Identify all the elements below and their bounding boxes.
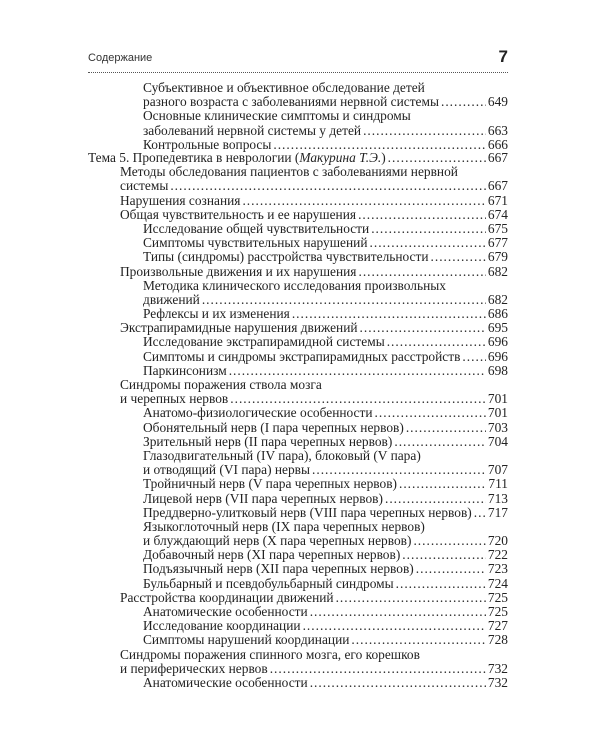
toc-entry-line [143, 676, 508, 690]
toc-entry[interactable] [0, 250, 600, 264]
toc-topic-5 [0, 151, 600, 690]
toc-page-number: 707 [487, 462, 508, 478]
dot-leader [202, 293, 486, 307]
toc-entry-title: Синдромы поражения ствола мозга [120, 377, 322, 392]
toc-page-number: 649 [487, 94, 508, 110]
toc-entry[interactable] [0, 321, 600, 335]
toc-page-number: 711 [488, 476, 508, 492]
toc-entry-title: Бульбарный и псевдобульбарный синдромы [143, 575, 394, 591]
toc-entry-title: Языкоглоточный нерв (IX пара черепных нервов) [143, 518, 425, 534]
toc-entry[interactable] [0, 350, 600, 364]
dot-leader [394, 435, 486, 449]
toc-entry-title: разного возраста с заболеваниями нервной системы [143, 94, 439, 110]
toc-page-number: 701 [487, 405, 508, 421]
toc-entry-line [120, 265, 508, 279]
toc-entry-line [143, 293, 508, 307]
toc-page-number: 675 [487, 220, 508, 236]
dot-leader [229, 364, 486, 378]
toc-entry[interactable] [0, 648, 600, 676]
dot-leader [388, 151, 486, 165]
toc-entry-title: и отводящий (VI пара) нервы [143, 462, 311, 478]
toc-entry-line [143, 250, 508, 264]
toc-entry[interactable] [0, 307, 600, 321]
toc-entry-line-wrapped [143, 81, 508, 95]
dot-leader [441, 95, 486, 109]
toc-entry[interactable] [0, 335, 600, 349]
dot-leader [310, 605, 486, 619]
toc-page-number: 728 [487, 632, 508, 648]
dot-leader [474, 506, 486, 520]
toc-entry-title: Подъязычный нерв (XII пара черепных нервов) [143, 561, 414, 577]
toc-page-number: 701 [487, 391, 508, 407]
toc-entry[interactable] [0, 633, 600, 647]
toc-entry-line [143, 477, 508, 491]
toc-entry-title: Типы (синдромы) расстройства чувствительности [143, 249, 429, 265]
dot-leader [363, 124, 486, 138]
toc-page-number: 682 [487, 291, 508, 307]
toc-entry-title: и блуждающий нерв (X пара черепных нервов) [143, 533, 412, 549]
toc-entry[interactable] [0, 492, 600, 506]
toc-entry-title: системы [120, 178, 169, 194]
dot-leader [462, 350, 485, 364]
toc-entry-line [143, 335, 508, 349]
toc-entry-title: Глазодвигательный (IV пара), блоковый (V пара) [143, 447, 421, 463]
toc-entry-line [143, 633, 508, 647]
toc-topic-heading[interactable] [88, 151, 508, 165]
toc-entry-line [143, 435, 508, 449]
toc-entry-line [143, 605, 508, 619]
toc-entry[interactable] [0, 577, 600, 591]
toc-page-number: 666 [487, 136, 508, 152]
toc-entry-title: Обонятельный нерв (I пара черепных нервов) [143, 419, 404, 435]
toc-entry-title: Исследование экстрапирамидной системы [143, 334, 385, 350]
toc-entry-title: Анатомические особенности [143, 674, 308, 690]
dot-leader [170, 179, 486, 193]
toc-entry-line [143, 222, 508, 236]
toc-page-number: 720 [487, 533, 508, 549]
page-number: 7 [498, 47, 508, 66]
dot-leader [310, 676, 486, 690]
toc-entry[interactable] [0, 81, 600, 109]
dot-leader [230, 392, 486, 406]
toc-entry-title: Контрольные вопросы [143, 136, 272, 152]
toc-entry-line [120, 662, 508, 676]
toc-entry-line-wrapped [143, 109, 508, 123]
toc-page-number: 717 [487, 504, 508, 520]
toc-page-number: 682 [487, 263, 508, 279]
dot-leader [371, 222, 486, 236]
dot-leader [312, 463, 486, 477]
dot-leader [336, 591, 486, 605]
toc-entry-title: Симптомы чувствительных нарушений [143, 235, 368, 251]
toc-entry[interactable] [0, 265, 600, 279]
toc-entry-line [143, 577, 508, 591]
toc-entry-title: Произвольные движения и их нарушения [120, 263, 357, 279]
dot-leader [375, 406, 486, 420]
toc-entry[interactable] [0, 605, 600, 619]
toc-entry-title: Лицевой нерв (VII пара черепных нервов) [143, 490, 383, 506]
toc-entry-line [120, 392, 508, 406]
toc-entry-title: Субъективное и объективное обследование детей [143, 80, 425, 95]
running-header-title: Содержание [88, 52, 153, 64]
toc-entry-title: Паркинсонизм [143, 362, 227, 378]
toc-entry[interactable] [0, 378, 600, 406]
toc-entry[interactable] [0, 364, 600, 378]
toc-page-number: 713 [487, 490, 508, 506]
toc-page-number: 725 [487, 604, 508, 619]
toc-entry-line [120, 179, 508, 193]
dot-leader [387, 335, 486, 349]
toc-entry-title: Синдромы поражения спинного мозга, его корешков [120, 646, 420, 662]
toc-entry-title: Добавочный нерв (XI пара черепных нервов) [143, 547, 401, 563]
dot-leader [413, 534, 485, 548]
toc-entry-line-wrapped [120, 378, 508, 392]
toc-entry[interactable] [0, 165, 600, 193]
toc-entry[interactable] [0, 236, 600, 250]
toc-entry-line [143, 562, 508, 576]
toc-entry-line [120, 591, 508, 605]
toc-entry-line [143, 350, 508, 364]
dot-leader [370, 236, 486, 250]
toc-entry-title: заболеваний нервной системы у детей [143, 122, 362, 138]
toc-entry-title: Зрительный нерв (II пара черепных нервов) [143, 433, 393, 449]
toc-entry-line [143, 124, 508, 138]
toc-entry-title: Рефлексы и их изменения [143, 306, 290, 322]
toc-entry[interactable] [0, 477, 600, 491]
toc-entry[interactable] [0, 222, 600, 236]
toc-page-number: 667 [487, 150, 508, 165]
toc-entry[interactable] [0, 208, 600, 222]
toc-entry[interactable] [0, 676, 600, 690]
dot-leader [360, 321, 486, 335]
toc-page-number: 725 [487, 589, 508, 605]
toc-entry[interactable] [0, 591, 600, 605]
toc-entry-line [143, 307, 508, 321]
toc-entry-line-wrapped [143, 520, 508, 534]
toc-page-number: 723 [487, 561, 508, 577]
toc-entry-title: и черепных нервов [120, 391, 229, 407]
toc-entry-line-wrapped [143, 449, 508, 463]
toc-entry-line [120, 208, 508, 222]
toc-entry[interactable] [0, 548, 600, 562]
dot-leader [402, 548, 486, 562]
toc-entry[interactable] [0, 506, 600, 520]
dot-leader [292, 307, 486, 321]
toc-entry-title: Симптомы нарушений координации [143, 632, 350, 648]
toc-entries [0, 165, 600, 690]
dot-leader [385, 492, 486, 506]
toc-entry-title: Методика клинического исследования произвольных [143, 277, 446, 293]
topic-title: Тема 5. Пропедевтика в неврологии (Макурина Т.Э.) [88, 150, 386, 165]
toc-entry-title: Анатомические особенности [143, 604, 308, 619]
toc-entry-title: Исследование координации [143, 618, 301, 634]
toc-entry-title: Расстройства координации движений [120, 589, 334, 605]
toc-entry-line [120, 194, 508, 208]
toc-page-number: 727 [487, 618, 508, 634]
topic-author: Макурина Т.Э. [299, 150, 382, 165]
toc-page-number: 671 [487, 192, 508, 208]
toc-entry[interactable] [0, 109, 600, 137]
toc-entry-title: Симптомы и синдромы экстрапирамидных расстройств [143, 348, 461, 364]
toc-page-number: 703 [487, 419, 508, 435]
toc-page-number: 704 [487, 433, 508, 449]
toc-page-number: 663 [487, 122, 508, 138]
toc-entry-line [143, 364, 508, 378]
toc-entry-title: Нарушения сознания [120, 192, 241, 208]
toc-entry-title: Преддверно-улитковый нерв (VIII пара черепных нервов) [143, 504, 472, 520]
dot-leader [358, 265, 485, 279]
toc-entry-line [143, 421, 508, 435]
toc-entry-line-wrapped [143, 279, 508, 293]
toc-entry-title: движений [143, 291, 200, 307]
toc-entry-line [143, 406, 508, 420]
toc-page-number: 698 [487, 362, 508, 378]
toc-entry-line [143, 95, 508, 109]
dot-leader [358, 208, 486, 222]
toc-page-number: 732 [487, 674, 508, 690]
dot-leader [399, 477, 486, 491]
toc-page-number: 674 [487, 206, 508, 222]
toc-entry-title: и периферических нервов [120, 660, 268, 676]
toc-entry[interactable] [0, 619, 600, 633]
toc-entry-line-wrapped [120, 648, 508, 662]
toc-page-number: 722 [487, 547, 508, 563]
toc-entry[interactable] [0, 449, 600, 477]
toc-entry-title: Общая чувствительность и ее нарушения [120, 206, 357, 222]
toc-entry[interactable] [0, 421, 600, 435]
toc-entry-line [143, 619, 508, 633]
toc-entry-line-wrapped [120, 165, 508, 179]
toc-entry-title: Основные клинические симптомы и синдромы [143, 108, 411, 124]
toc-entry-line [143, 463, 508, 477]
toc-entry-title: Исследование общей чувствительности [143, 220, 370, 236]
dot-leader [416, 562, 486, 576]
toc-page-number: 724 [487, 575, 508, 591]
toc-entry[interactable] [0, 279, 600, 307]
dot-leader [303, 619, 486, 633]
toc-entry-line [143, 548, 508, 562]
toc-entry-line [143, 236, 508, 250]
toc-page-number: 696 [487, 348, 508, 364]
toc-entry[interactable] [0, 520, 600, 548]
toc-page-number: 677 [487, 235, 508, 251]
toc-continued-entries [0, 81, 600, 152]
toc-page-number: 686 [487, 306, 508, 322]
toc-entry-line [143, 506, 508, 520]
dot-leader [396, 577, 486, 591]
toc-page-number: 679 [487, 249, 508, 265]
toc-entry-title: Методы обследования пациентов с заболеваниями нервной [120, 164, 458, 180]
dot-leader [242, 194, 485, 208]
header-divider [88, 72, 508, 73]
toc-entry[interactable] [0, 406, 600, 420]
toc-entry[interactable] [0, 435, 600, 449]
toc-entry-line [143, 534, 508, 548]
toc-entry-line [143, 492, 508, 506]
dot-leader [431, 250, 486, 264]
toc-entry-line [120, 321, 508, 335]
dot-leader [406, 421, 486, 435]
toc-entry[interactable] [0, 194, 600, 208]
toc-page-number: 732 [487, 660, 508, 676]
toc-page-number: 695 [487, 320, 508, 336]
toc-entry-title: Экстрапирамидные нарушения движений [120, 320, 358, 336]
dot-leader [351, 633, 485, 647]
toc-page-number: 667 [487, 178, 508, 194]
dot-leader [270, 662, 486, 676]
toc-entry-title: Анатомо-физиологические особенности [143, 405, 373, 421]
toc-page-number: 696 [487, 334, 508, 350]
toc-entry-title: Тройничный нерв (V пара черепных нервов) [143, 476, 397, 492]
toc-entry[interactable] [0, 562, 600, 576]
